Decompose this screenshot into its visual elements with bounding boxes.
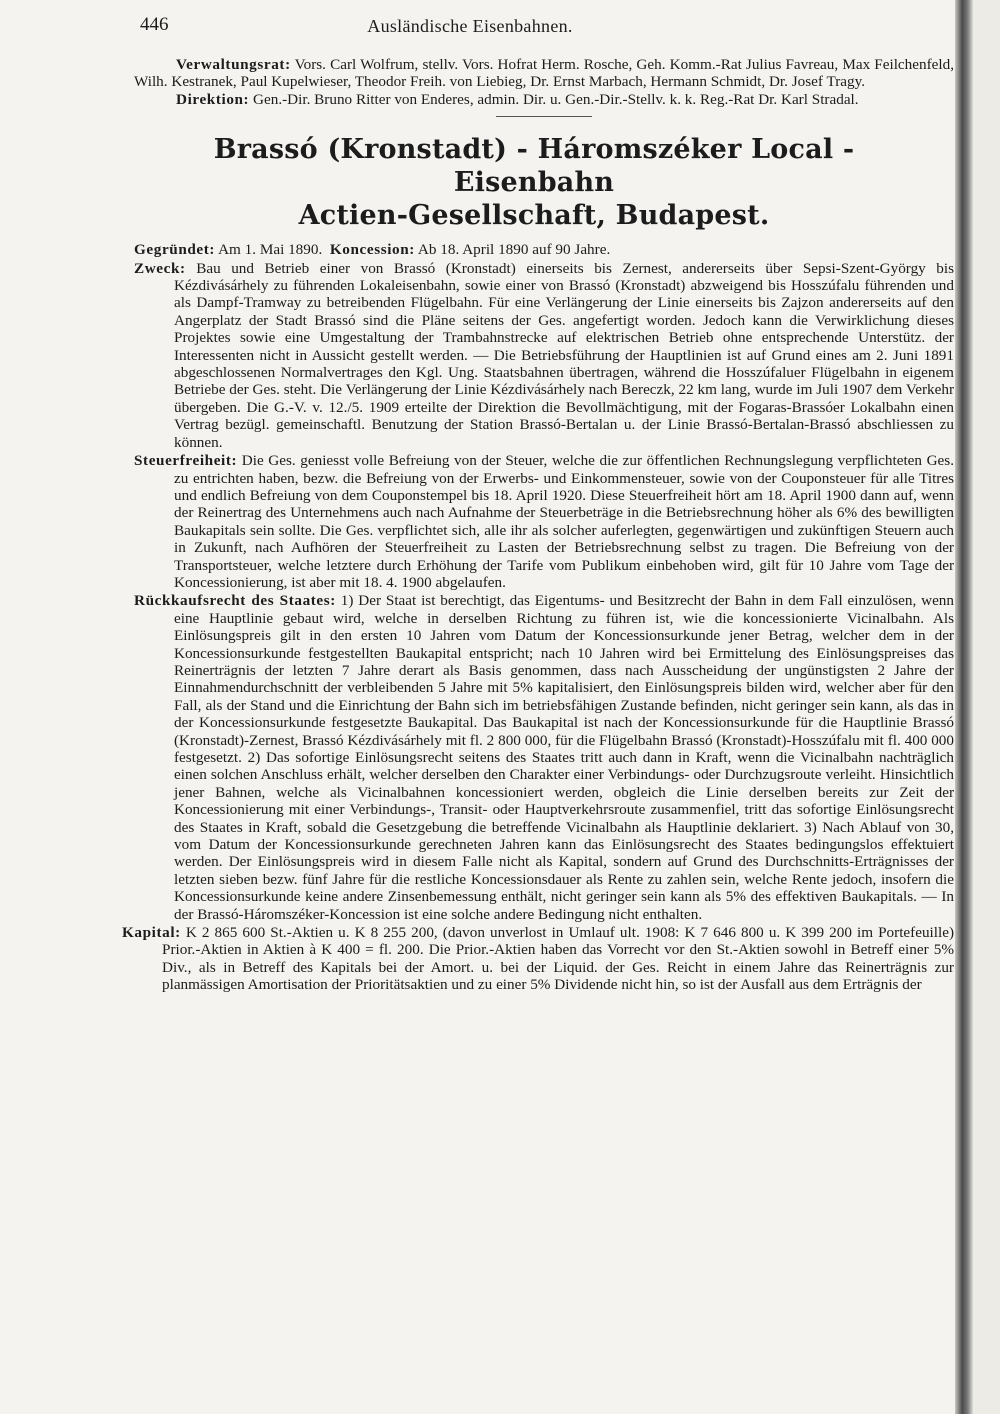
steuerfreiheit-label: Steuerfreiheit:	[134, 452, 238, 470]
zweck-text: Bau und Betrieb einer von Brassó (Kronstadt) einerseits bis Zernest, andererseits über Sepsi-Szent-György bis Kézdivásárhely zu führenden Lokaleisenbahn, sowie einer von Brassó (Kronstadt) abzweigend bis Hosszúfalu führenden und als Dampf-Tramway zu betreibenden Flügelbahn. Für eine Verlängerung der Linie einerseits bis Zajzon andererseits auf den Angerplatz der Stadt Brassó sind die Pläne seitens der Ges. angefertigt worden. Jedoch kann die Verwirklichung dieses Projektes sowie eine Umgestaltung der Trambahnstrecke auf elektrischen Betrieb ohne entsprechende Unterstütz. der Interessenten nicht in Aussicht gestellt werden. — Die Betriebsführung der Hauptlinien ist auf Grund eines am 2. Juni 1891 abgeschlossenen Normalvertrages den Kgl. Ung. Staatsbahnen übertragen, während die Hosszúfaluer Flügelbahn in eigenem Betriebe der Ges. steht. Die Verlängerung der Linie Kézdivásárhely nach Bereczk, 22 km lang, wurde im Juli 1907 dem Verkehr übergeben. Die G.-V. v. 12./5. 1909 erteilte der Direktion die Bevollmächtigung, mit der Fogaras-Brassóer Lokalbahn einen Vertrag bezügl. gemeinschaftl. Benutzung der Station Brassó-Bertalan u. der Linie Brassó-Bertalan-Brassó abschliessen zu können.	[174, 259, 955, 451]
kapital-label: Kapital:	[122, 924, 181, 942]
rueckkaufsrecht-text: 1) Der Staat ist berechtigt, das Eigentums- und Besitzrecht der Bahn in dem Fall einzulösen, wenn eine Hauptlinie gebaut wird, welche in derselben Richtung zu führen ist, wie die koncessionierte Vicinalbahn. Als Einlösungspreis gilt in den ersten 10 Jahren vom Datum der Koncessionsurkunde jener Betrag, welcher dem in der Koncessionsurkunde festgestellten Baukapital entspricht; nach 10 Jahren wird bei Ermittelung des Einlösungspreises das Reinerträgnis der letzten 7 Jahre derart als Basis genommen, dass nach Ausscheidung der ungünstigsten 2 Jahre der Einnahmendurchschnitt der verbleibenden 5 Jahre mit 5% kapitalisiert, den Einlösungspreis bilden wird, welcher aber für den Fall, als der Stand und die Einrichtung der Bahn sich im betriebsfähigen Zustande befinden, nicht geringer sein kann, als das in der Koncessionsurkunde festgesetzte Baukapital. Das Baukapital ist nach der Koncessionsurkunde für die Hauptlinie Brassó (Kronstadt)-Zernest, Brassó Kézdivásárhely mit fl. 2 800 000, für die Flügelbahn Brassó (Kronstadt)-Hosszúfalu mit fl. 400 000 festgesetzt. 2) Das sofortige Einlösungsrecht seitens des Staates tritt auch dann in Kraft, wenn die Vicinalbahn nachträglich einen solchen Anschluss erhält, welcher derselben den Charakter einer Verbindungs- oder Durchzugsroute verleiht. Hinsichtlich jener Bahnen, welche als Vicinalbahnen koncessioniert werden, obgleich die Linie derselben bereits zur Zeit der Koncessionierung mit einer Verbindungs-, Transit- oder Hauptverkehrsroute zusammenfiel, tritt das sofortige Einlösungsrecht des Staates in Kraft, sobald die Gesetzgebung die betreffende Vicinalbahn als Hauptlinie deklariert. 3) Nach Ablauf von 30, vom Datum der Koncessionsurkunde gerechneten Jahren kann das Einlösungsrecht des Staates bedingungslos effektuiert werden. Der Einlösungspreis wird in diesem Falle nicht als Kapital, sondern auf Grund des Durchschnitts-Erträgnisses der letzten sieben bezw. fünf Jahre für die restliche Koncessionsdauer als Rente zu zahlen sein, welche Rente jedoch, insofern die Koncessionsurkunde keine andere Zinsenbemessung enthält, nicht geringer sein kann als 5% des effektiven Baukapitals. — In der Brassó-Háromszéker-Koncession ist eine solche andere Bedingung nicht enthalten.	[174, 592, 954, 923]
company-title-line-2: Actien-Gesellschaft, Budapest.	[298, 200, 770, 232]
verwaltungsrat-text: Vors. Carl Wolfrum, stellv. Vors. Hofrat Herm. Rosche, Geh. Komm.-Rat Julius Favreau, Max Feilchenfeld, Wilh. Kestranek, Paul Kupelwieser, Theodor Freih. von Liebieg, Dr. Ernst Marbach, Hermann Schmidt, Dr. Josef Tragy.	[134, 56, 954, 91]
page-header	[140, 14, 940, 44]
direktion-paragraph	[134, 91, 954, 108]
zweck-paragraph	[134, 260, 954, 451]
konzession-text: Ab 18. April 1890 auf 90 Jahre.	[417, 241, 611, 259]
rueckkaufsrecht-paragraph	[134, 592, 954, 923]
section-divider	[496, 116, 592, 117]
company-title-line-1: Brassó (Kronstadt) - Háromszéker Local - Eisenbahn	[213, 134, 855, 199]
kapital-text: K 2 865 600 St.-Aktien u. K 8 255 200, (davon unverlost in Umlauf ult. 1908: K 7 646 800 u. K 399 200 im Portefeuille) Prior.-Aktien in Aktien à K 400 = fl. 200. Die Prior.-Aktien haben das Vorrecht vor den St.-Aktien sowohl in Betreff einer 5% Div., als in Betreff des Kapitals bei der Amort. u. bei der Liquid. der Ges. Reicht in einem Jahre das Reinerträgnis zur planmässigen Amortisation der Prioritätsaktien und zu einer 5% Dividende nicht hin, so ist der Ausfall aus dem Erträgnis der	[162, 924, 954, 994]
direktion-text: Gen.-Dir. Bruno Ritter von Enderes, admin. Dir. u. Gen.-Dir.-Stellv. k. k. Reg.-Rat Dr. Karl Stradal.	[253, 90, 859, 108]
company-title	[134, 133, 934, 232]
kapital-paragraph	[122, 924, 954, 994]
gegruendet-label: Gegründet:	[134, 241, 216, 259]
rueckkaufsrecht-label: Rückkaufsrecht des Staates:	[134, 592, 336, 610]
konzession-label: Koncession:	[329, 241, 415, 259]
verwaltungsrat-paragraph	[134, 56, 954, 91]
direktion-label: Direktion:	[176, 90, 250, 108]
gegruendet-paragraph	[134, 241, 954, 258]
zweck-label: Zweck:	[134, 259, 186, 277]
page-body	[122, 56, 955, 994]
page-binding-edge	[955, 0, 973, 1414]
steuerfreiheit-paragraph	[134, 452, 954, 591]
gegruendet-text: Am 1. Mai 1890.	[218, 241, 323, 259]
steuerfreiheit-text: Die Ges. geniesst volle Befreiung von der Steuer, welche die zur öffentlichen Rechnungslegung verpflichteten Ges. zu entrichten haben, bezw. die Befreiung von der Erwerbs- und Einkommensteuer, sowie von der Couponsteuer für alle Titres und endlich Befreiung von dem Couponstempel bis 18. April 1920. Diese Steuerfreiheit hört am 18. April 1900 dann auf, wenn der Reinertrag des Unternehmens auch nach Aufnahme der Steuerbeträge in die Betriebsrechnung höher als 6% des bewilligten Baukapitals sein sollte. Die Ges. verpflichtet sich, alle ihr als solcher auferlegten, gegenwärtigen und zukünftigen Steuern auch in Zukunft, nach Aufhören der Steuerfreiheit zu Lasten der Betriebsrechnung selbst zu tragen. Die Befreiung von der Transportsteuer, welche letztere durch Erhöhung der Tarife vom Publikum einbehoben wird, gilt für 10 Jahre vom Tage der Koncessionierung, ist aber mit 18. 4. 1900 abgelaufen.	[174, 452, 954, 591]
verwaltungsrat-label: Verwaltungsrat:	[176, 56, 291, 73]
running-title: Ausländische Eisenbahnen.	[367, 16, 573, 36]
page-number: 446	[140, 14, 169, 35]
facing-page-margin	[973, 0, 1000, 1414]
